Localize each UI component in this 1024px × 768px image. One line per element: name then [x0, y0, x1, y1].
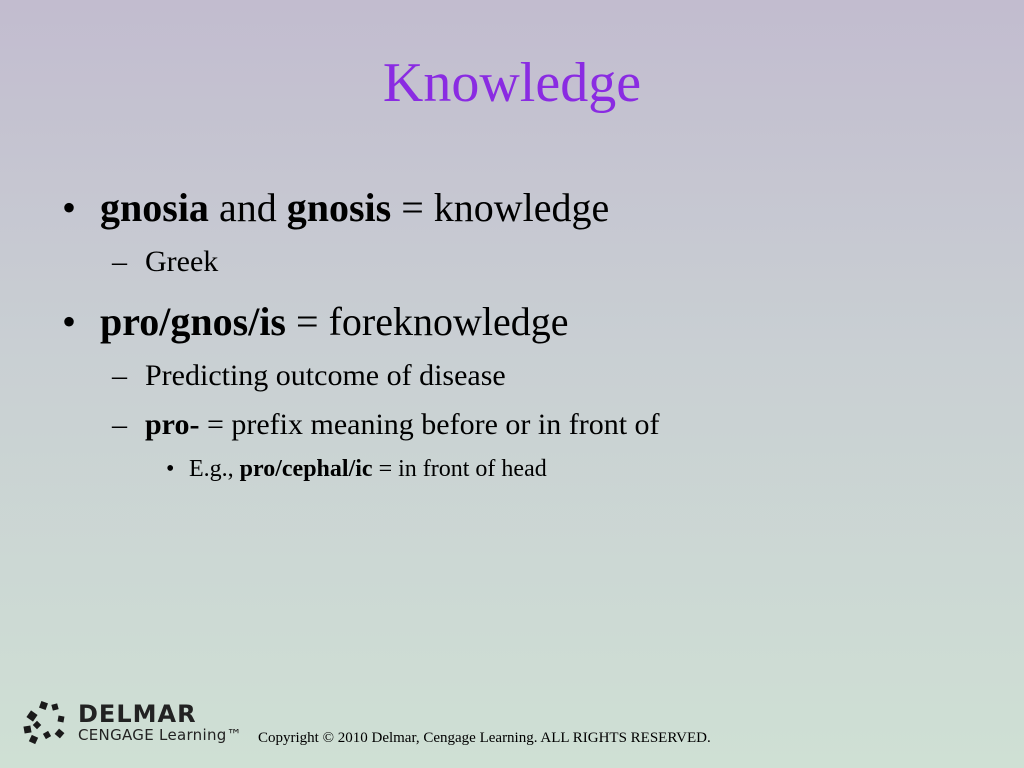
slide-title: Knowledge: [382, 52, 642, 114]
term-prognosis: pro/gnos/is: [100, 299, 286, 344]
delmar-logo-icon: [22, 700, 72, 746]
bullet-marker: •: [166, 456, 175, 482]
term-pro: pro-: [145, 408, 200, 441]
logo-wordmark-cengage: CENGAGE Learning™: [78, 726, 242, 744]
equals-sign: =: [286, 299, 329, 344]
delmar-cengage-logo: [22, 700, 252, 748]
dash-marker: –: [112, 408, 127, 441]
bullet-marker: •: [62, 185, 77, 230]
equals-sign: =: [372, 456, 399, 482]
conjunction: and: [208, 185, 287, 230]
equals-sign: =: [391, 185, 434, 230]
copyright-notice: Copyright © 2010 Delmar, Cengage Learning. ALL RIGHTS RESERVED.: [258, 730, 711, 746]
bullet-text: [100, 298, 568, 346]
subbullet-text: Greek: [145, 245, 219, 278]
subbullet-text: [145, 407, 660, 443]
logo-wordmark-delmar: DELMAR: [78, 700, 197, 728]
term-gnosia: gnosia: [100, 185, 209, 230]
bullet-text: [100, 184, 609, 232]
dash-marker: –: [112, 359, 127, 392]
bullet-marker: •: [62, 299, 77, 344]
meaning: knowledge: [433, 185, 610, 230]
subbullet-text: Predicting outcome of disease: [145, 359, 506, 392]
example-text: [189, 455, 547, 483]
equals-sign: =: [199, 408, 232, 441]
dash-marker: –: [112, 245, 127, 278]
example-prefix: E.g.,: [189, 456, 240, 482]
term-procephalic: pro/cephal/ic: [239, 456, 373, 482]
term-gnosis: gnosis: [286, 185, 392, 230]
meaning: in front of head: [398, 456, 547, 482]
meaning: foreknowledge: [328, 299, 569, 344]
meaning: prefix meaning before or in front of: [231, 408, 660, 441]
